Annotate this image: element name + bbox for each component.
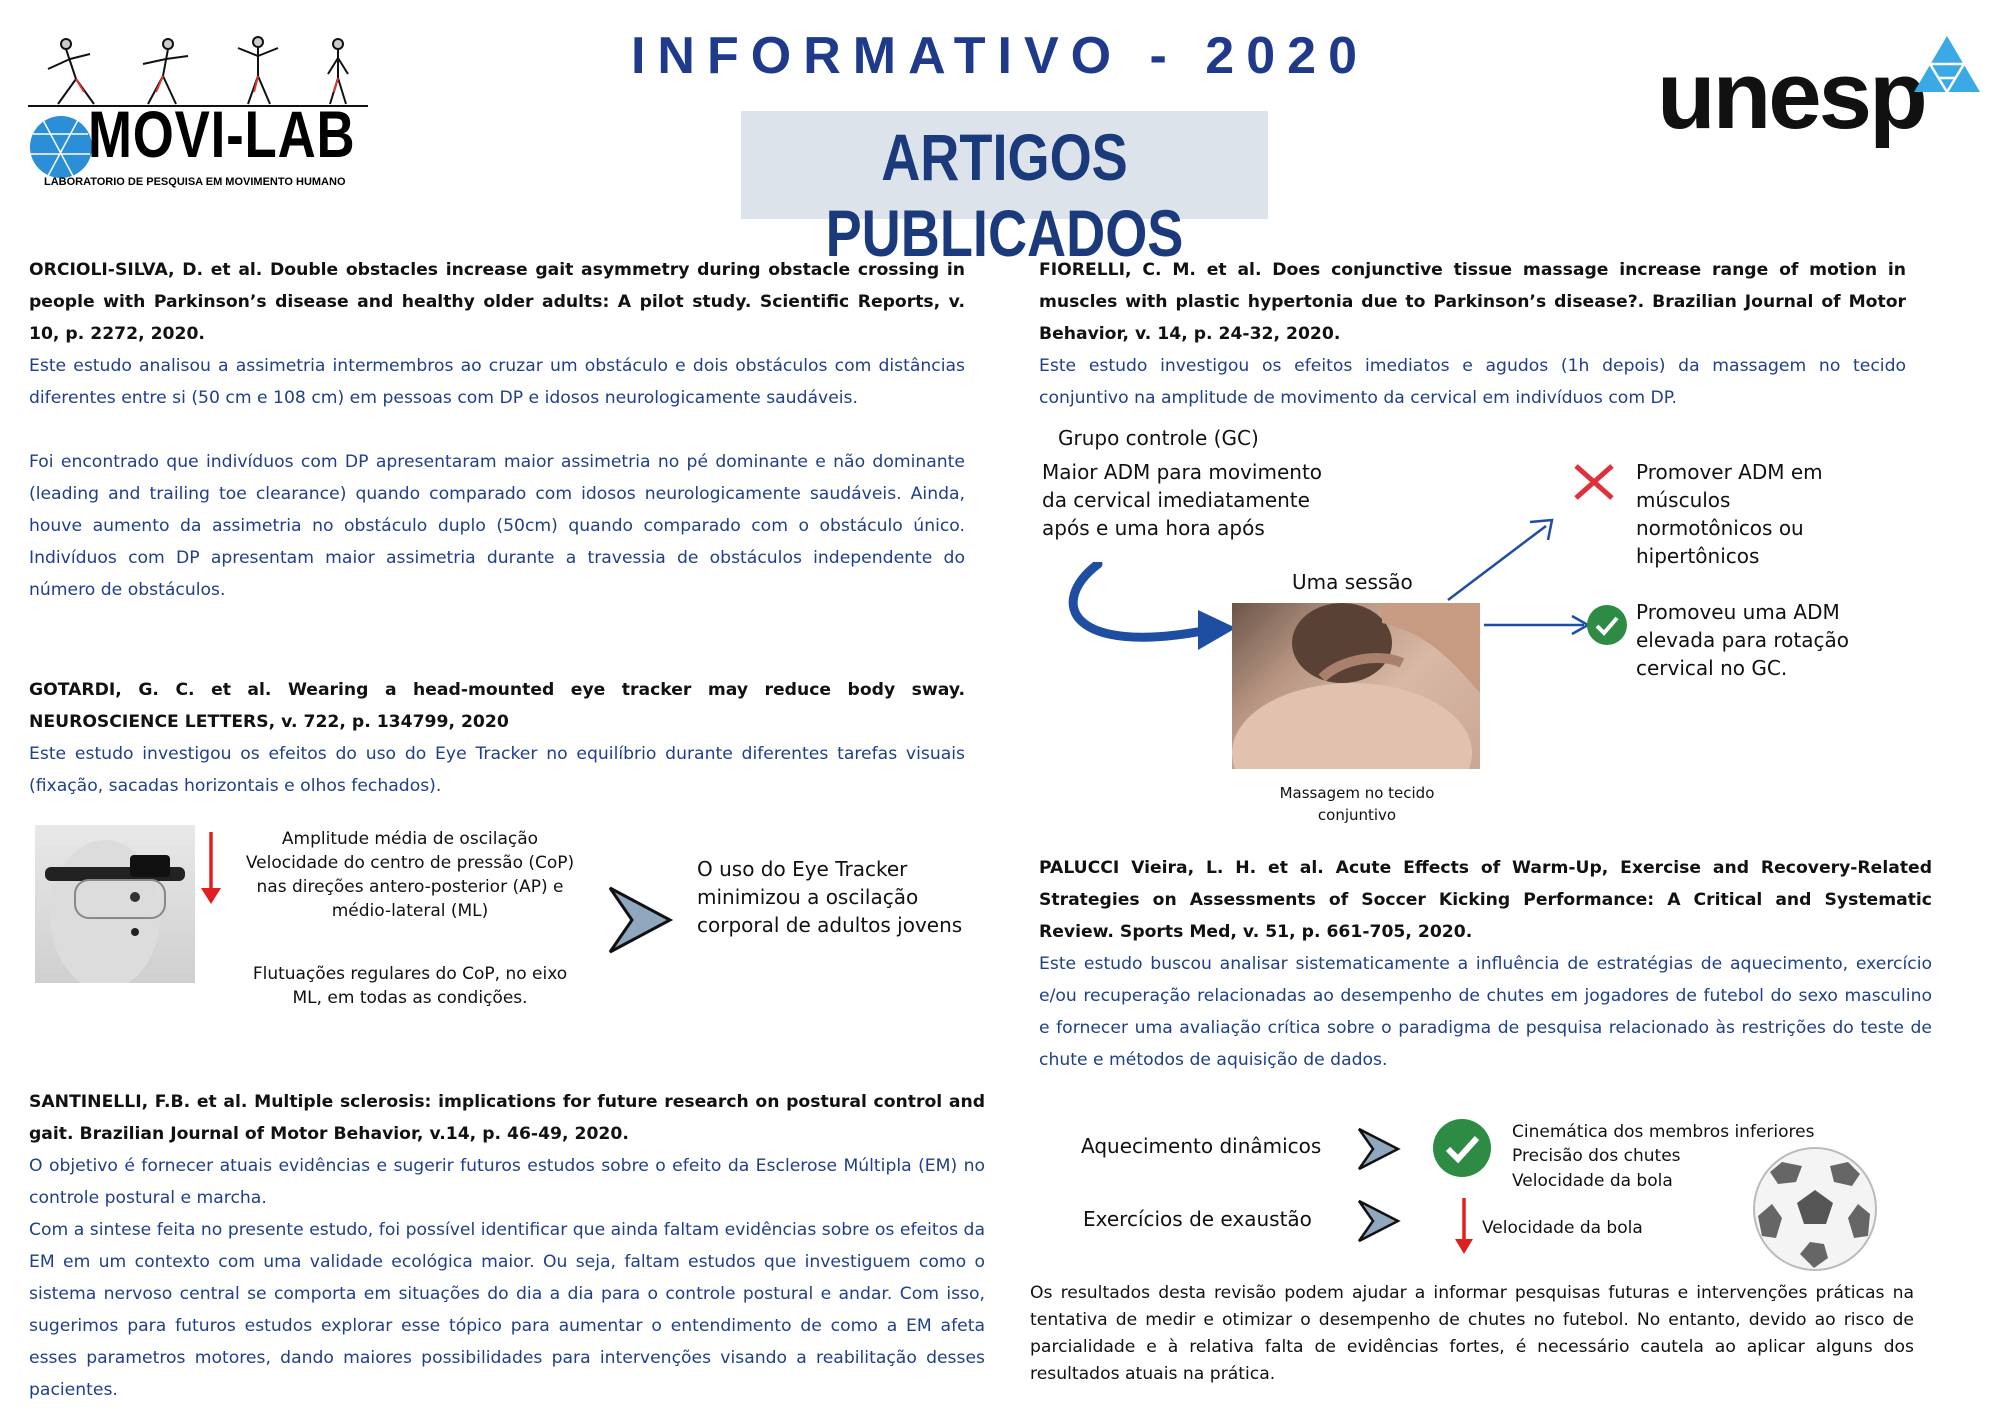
- eye-tracker-photo: [35, 825, 195, 983]
- exhaustion-label: Exercícios de exaustão: [1083, 1207, 1312, 1231]
- arrow-up-right-icon: [1446, 508, 1566, 608]
- check-icon: [1586, 604, 1628, 646]
- check-icon: [1432, 1118, 1492, 1178]
- article-1-summary: Este estudo analisou a assimetria intermembros ao cruzar um obstáculo e dois obstáculos com distâncias diferentes entre si (50 cm e 108 cm) em pessoas com DP e idosos neurologicamente saudáveis.: [29, 356, 965, 408]
- soccer-ball-icon: [1752, 1146, 1878, 1272]
- chevron-right-icon: [1356, 1198, 1402, 1244]
- chevron-right-icon: [1356, 1126, 1402, 1172]
- article-3-summary: O objetivo é fornecer atuais evidências e sugerir futuros estudos sobre o efeito da Esclerose Múltipla (EM) no controle postural e marcha.: [29, 1156, 985, 1208]
- globe-logo-icon: [28, 114, 94, 180]
- cross-icon: [1572, 462, 1616, 502]
- warmup-outcome-1: Cinemática dos membros inferiores: [1512, 1122, 1815, 1142]
- decrease-arrow-icon: [199, 830, 223, 906]
- massage-result: Maior ADM para movimento da cervical imediatamente após e uma hora após: [1042, 460, 1323, 540]
- article-2-summary: Este estudo investigou os efeitos do uso do Eye Tracker no equilíbrio durante diferentes tarefas visuais (fixação, sacadas horizontais e olhos fechados).: [29, 744, 965, 796]
- massage-negative-outcome: Promover ADM em músculos normotônicos ou hipertônicos: [1636, 460, 1823, 568]
- article-1-reference: ORCIOLI-SILVA, D. et al. Double obstacles increase gait asymmetry during obstacle crossing in people with Parkinson’s disease and healthy older adults: A pilot study. Scientific Reports, v. 10, p. 2272, 2020.: [29, 260, 965, 344]
- article-2-reference: GOTARDI, G. C. et al. Wearing a head-mounted eye tracker may reduce body sway. NEUROSCIENCE LETTERS, v. 722, p. 134799, 2020: [29, 680, 965, 732]
- page-subtitle: ARTIGOS PUBLICADOS: [825, 120, 1184, 270]
- massage-photo-caption: Massagem no tecido conjuntivo: [1279, 784, 1435, 824]
- article-5-summary: Este estudo buscou analisar sistematicamente a influência de estratégias de aquecimento, exercício e/ou recuperação relacionadas ao desempenho de chutes em jogadores de futebol do sexo masculino e fornecer uma avaliação crítica sobre o paradigma de pesquisa relacionado às restrições do teste de chute e métodos de aquisição de dados.: [1039, 954, 1932, 1070]
- article-5-conclusion: Os resultados desta revisão podem ajudar a informar pesquisas futuras e intervenções práticas na tentativa de medir e otimizar o desempenho de chutes no futebol. No entanto, devido ao risco de parcialidade e à relativa falta de evidências fortes, é necessário cautela ao aplicar alguns dos resultados atuais na prática.: [1030, 1283, 1914, 1384]
- curved-arrow-icon: [1058, 562, 1238, 662]
- exhaustion-outcome: Velocidade da bola: [1482, 1218, 1643, 1238]
- massage-session-label: Uma sessão: [1292, 570, 1413, 594]
- article-4-reference: FIORELLI, C. M. et al. Does conjunctive tissue massage increase range of motion in muscles with plastic hypertonia due to Parkinson’s disease?. Brazilian Journal of Motor Behavior, v. 14, p. 24-32, 2020.: [1039, 260, 1906, 344]
- massage-photo: [1232, 603, 1480, 769]
- lab-logo-text: MOVI-LAB: [88, 97, 356, 171]
- warmup-outcome-2: Precisão dos chutes: [1512, 1146, 1681, 1166]
- article-5-reference: PALUCCI Vieira, L. H. et al. Acute Effects of Warm-Up, Exercise and Recovery-Related Strategies on Assessments of Soccer Kicking Performance: A Critical and Systematic Review. Sports Med, v. 51, p. 661-705, 2020.: [1039, 858, 1932, 942]
- massage-group-label: Grupo controle (GC): [1058, 426, 1259, 450]
- eye-tracker-regular: Flutuações regulares do CoP, no eixo ML, em todas as condições.: [252, 964, 568, 1008]
- unesp-triangles-icon: [1912, 34, 1982, 96]
- eye-tracker-decrease-1: Amplitude média de oscilação: [281, 829, 539, 849]
- massage-positive-outcome: Promoveu uma ADM elevada para rotação cervical no GC.: [1636, 600, 1849, 680]
- article-3-reference: SANTINELLI, F.B. et al. Multiple sclerosis: implications for future research on postural control and gait. Brazilian Journal of Motor Behavior, v.14, p. 46-49, 2020.: [29, 1092, 985, 1144]
- unesp-logo: unesp: [1657, 42, 1925, 149]
- article-1-findings: Foi encontrado que indivíduos com DP apresentaram maior assimetria no pé dominante e não dominante (leading and trailing toe clearance) quando comparado com idosos neurologicamente saudáveis. Ainda, houve aumento da assimetria no obstáculo duplo (50cm) quando comparado com o obstáculo único. Indivíduos com DP apresentam maior assimetria durante a travessia de obstáculos independente do número de obstáculos.: [29, 452, 965, 600]
- lab-name: LABORATORIO DE PESQUISA EM MOVIMENTO HUMANO: [44, 176, 346, 188]
- warmup-label: Aquecimento dinâmicos: [1081, 1134, 1322, 1158]
- chevron-right-icon: [606, 884, 676, 956]
- arrow-right-icon: [1484, 613, 1594, 637]
- page-title: INFORMATIVO - 2020: [630, 27, 1369, 85]
- eye-tracker-conclusion: O uso do Eye Tracker minimizou a oscilação corporal de adultos jovens: [697, 857, 963, 937]
- eye-tracker-decrease-2: Velocidade do centro de pressão (CoP) nas direções antero-posterior (AP) e médio-lateral (ML): [245, 853, 575, 921]
- article-3-findings: Com a sintese feita no presente estudo, foi possível identificar que ainda faltam evidências sobre os efeitos da EM em um contexto com uma validade ecológica maior. Ou seja, faltam estudos que investiguem como o sistema nervoso central se comporta em situações do dia a dia para o controle postural e andar. Com isso, sugerimos para futuros estudos explorar esse tópico para aumentar o entendimento de como a EM afeta esses parametros motores, dando maiores possibilidades para intervenções visando a reabilitação desses pacientes.: [29, 1220, 985, 1400]
- article-4-summary: Este estudo investigou os efeitos imediatos e agudos (1h depois) da massagem no tecido conjuntivo na amplitude de movimento da cervical em indivíduos com DP.: [1039, 356, 1906, 408]
- warmup-outcome-3: Velocidade da bola: [1512, 1171, 1673, 1191]
- decrease-arrow-icon: [1452, 1196, 1476, 1256]
